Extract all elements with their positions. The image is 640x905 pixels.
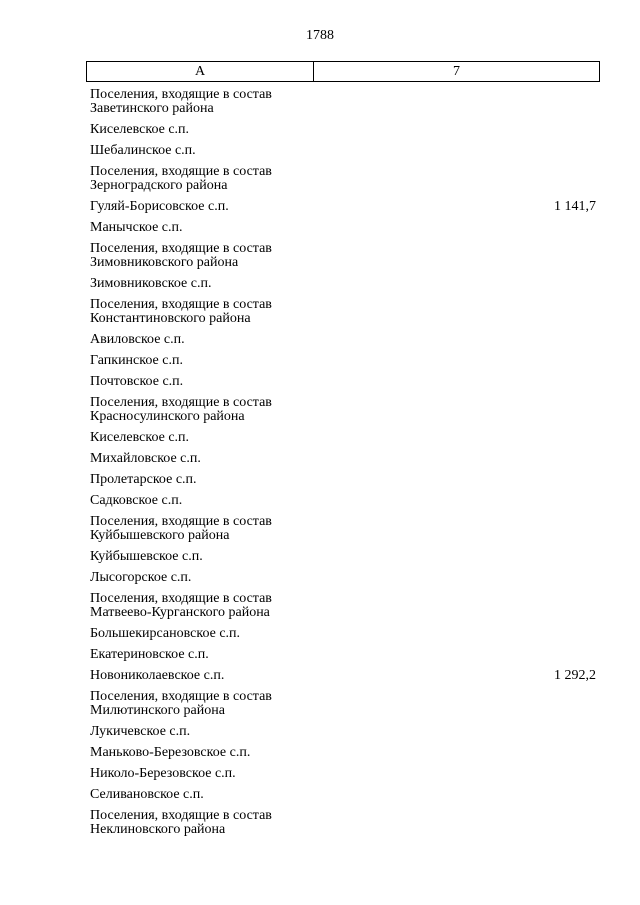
table-row <box>90 452 596 473</box>
settlement-name: Манычское с.п. <box>90 220 183 235</box>
settlement-name: Поселения, входящие в состав Зимовниковского района <box>90 241 272 270</box>
settlement-name: Маньково-Березовское с.п. <box>90 745 251 760</box>
settlement-name: Лукичевское с.п. <box>90 724 191 739</box>
table-row <box>90 648 596 669</box>
settlement-name: Поселения, входящие в состав Милютинского района <box>90 689 272 718</box>
table-row <box>90 515 596 550</box>
settlement-name: Почтовское с.п. <box>90 374 184 389</box>
table-row <box>90 690 596 725</box>
settlement-name: Михайловское с.п. <box>90 451 201 466</box>
table-header <box>86 61 600 82</box>
table-row <box>90 277 596 298</box>
settlement-name: Новониколаевское с.п. <box>90 668 225 683</box>
settlement-name: Пролетарское с.п. <box>90 472 197 487</box>
settlement-list <box>90 88 596 844</box>
table-row <box>90 809 596 844</box>
table-row <box>90 333 596 354</box>
table-row <box>90 221 596 242</box>
settlement-name: Большекирсановское с.п. <box>90 626 241 641</box>
settlement-name: Поселения, входящие в состав Матвеево-Курганского района <box>90 591 272 620</box>
table-row <box>90 669 596 690</box>
table-row <box>90 88 596 123</box>
table-row <box>90 298 596 333</box>
settlement-name: Екатериновское с.п. <box>90 647 209 662</box>
column-header-a: А <box>87 62 314 82</box>
settlement-name: Садковское с.п. <box>90 493 183 508</box>
settlement-name: Гапкинское с.п. <box>90 353 183 368</box>
table-row <box>90 396 596 431</box>
table-row <box>90 354 596 375</box>
settlement-name: Поселения, входящие в состав Куйбышевского района <box>90 514 272 543</box>
table-row <box>90 767 596 788</box>
settlement-name: Куйбышевское с.п. <box>90 549 203 564</box>
settlement-name: Поселения, входящие в состав Константиновского района <box>90 297 272 326</box>
settlement-name: Шебалинское с.п. <box>90 143 196 158</box>
table-row <box>90 725 596 746</box>
page-number: 1788 <box>306 28 334 43</box>
settlement-name: Селивановское с.п. <box>90 787 204 802</box>
table-row <box>90 788 596 809</box>
table-row <box>90 431 596 452</box>
table-row <box>90 550 596 571</box>
table-row <box>90 627 596 648</box>
table-row <box>90 165 596 200</box>
settlement-name: Авиловское с.п. <box>90 332 185 347</box>
settlement-name: Киселевское с.п. <box>90 122 190 137</box>
settlement-name: Поселения, входящие в состав Заветинского района <box>90 87 272 116</box>
column-header-7: 7 <box>314 62 600 82</box>
table-row <box>90 592 596 627</box>
settlement-name: Поселения, входящие в состав Зерноградского района <box>90 164 272 193</box>
settlement-name: Поселения, входящие в состав Неклиновского района <box>90 808 272 837</box>
settlement-value: 1 292,2 <box>554 668 596 683</box>
table-row <box>90 144 596 165</box>
settlement-name: Лысогорское с.п. <box>90 570 192 585</box>
table-row <box>90 242 596 277</box>
settlement-value: 1 141,7 <box>554 199 596 214</box>
table-row <box>90 123 596 144</box>
table-row <box>90 494 596 515</box>
table-row <box>90 571 596 592</box>
settlement-name: Николо-Березовское с.п. <box>90 766 236 781</box>
settlement-name: Зимовниковское с.п. <box>90 276 212 291</box>
table-row <box>90 746 596 767</box>
settlement-name: Поселения, входящие в состав Красносулинского района <box>90 395 272 424</box>
table-row <box>90 200 596 221</box>
table-row <box>90 375 596 396</box>
table-row <box>90 473 596 494</box>
settlement-name: Киселевское с.п. <box>90 430 190 445</box>
settlement-name: Гуляй-Борисовское с.п. <box>90 199 229 214</box>
